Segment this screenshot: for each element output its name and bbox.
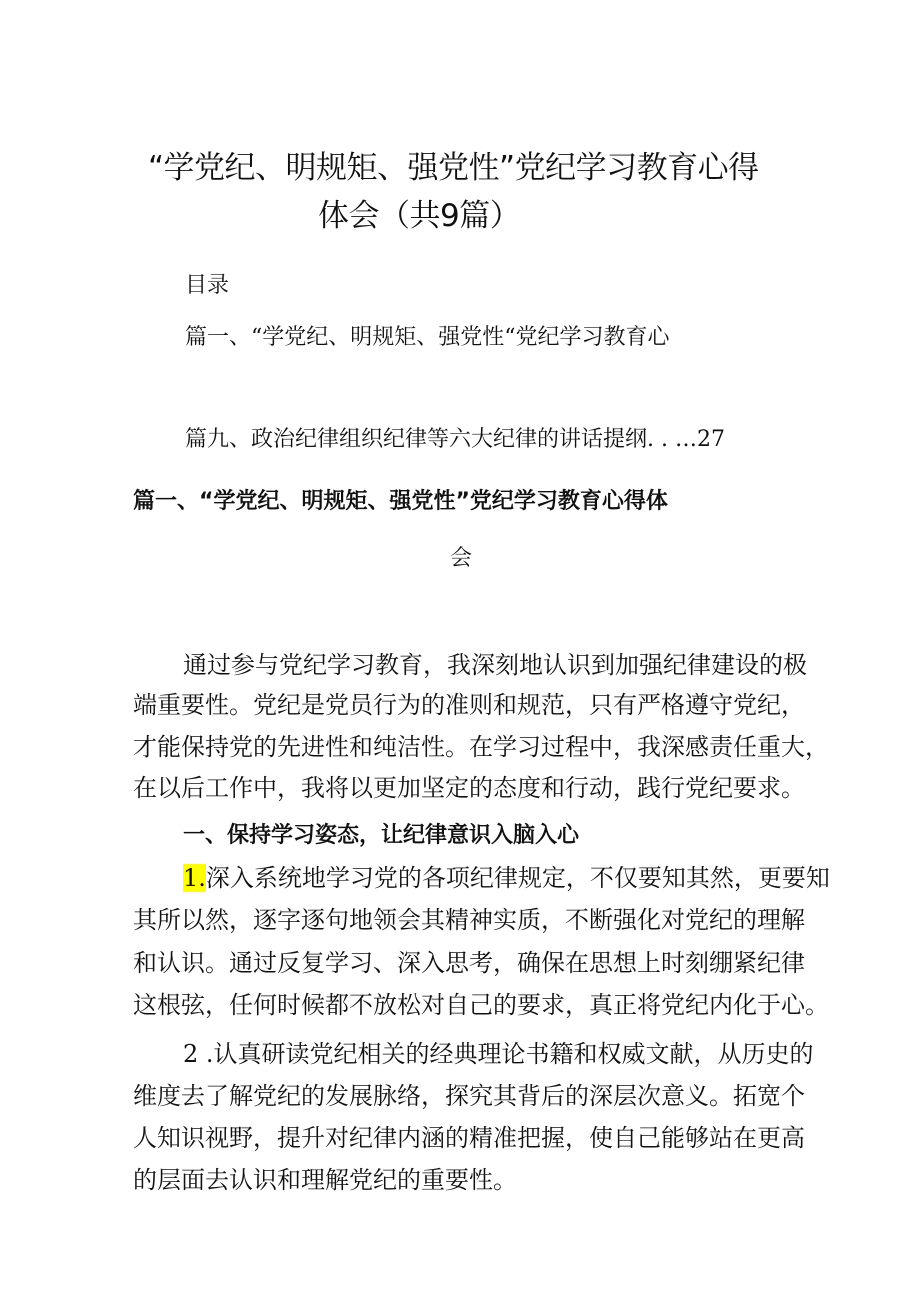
toc-heading: 目录 <box>185 273 230 298</box>
point-1-line-3: 和认识。通过反复学习、深入思考，确保在思想上时刻绷紧纪律 <box>133 949 805 977</box>
point-1-number-highlight: 1. <box>183 864 206 892</box>
point-2-line-1: 2 .认真研读党纪相关的经典理论书籍和权威文献，从历史的 <box>183 1040 814 1068</box>
toc-item-1: 篇一、“学党纪、明规矩、强党性“党纪学习教育心 <box>185 325 670 350</box>
point-2-line-3: 人知识视野，提升对纪律内涵的精准把握，使自己能够站在更高 <box>133 1124 805 1152</box>
document-title-line-1: “学党纪、明规矩、强党性”党纪学习教育心得 <box>148 150 759 186</box>
intro-line-4: 在以后工作中，我将以更加坚定的态度和行动，践行党纪要求。 <box>133 774 805 802</box>
document-title-line-2: 体会（共9篇） <box>318 198 521 234</box>
article-heading-line-2: 会 <box>450 546 473 571</box>
intro-line-3: 才能保持党的先进性和纯洁性。在学习过程中，我深感责任重大， <box>133 733 829 761</box>
point-1-line-4: 这根弦，任何时候都不放松对自己的要求，真正将党纪内化于心。 <box>133 991 829 1019</box>
point-1-text-line-1: 深入系统地学习党的各项纪律规定，不仅要知其然，更要知 <box>205 864 830 892</box>
article-heading-line-1: 篇一、“学党纪、明规矩、强党性”党纪学习教育心得体 <box>133 489 668 514</box>
point-2-line-4: 的层面去认识和理解党纪的重要性。 <box>133 1166 517 1194</box>
section-1-heading: 一、保持学习姿态，让纪律意识入脑入心 <box>183 823 580 848</box>
intro-line-1: 通过参与党纪学习教育，我深刻地认识到加强纪律建设的极 <box>183 651 807 679</box>
toc-item-9: 篇九、政治纪律组织纪律等六大纪律的讲话提纲. . …27 <box>185 427 725 452</box>
point-2-line-2: 维度去了解党纪的发展脉络，探究其背后的深层次意义。拓宽个 <box>133 1082 805 1110</box>
intro-line-2: 端重要性。党纪是党员行为的准则和规范，只有严格遵守党纪， <box>133 691 805 719</box>
point-1-line-1 <box>183 858 830 893</box>
point-1-line-2: 其所以然，逐字逐句地领会其精神实质，不断强化对党纪的理解 <box>133 906 805 934</box>
